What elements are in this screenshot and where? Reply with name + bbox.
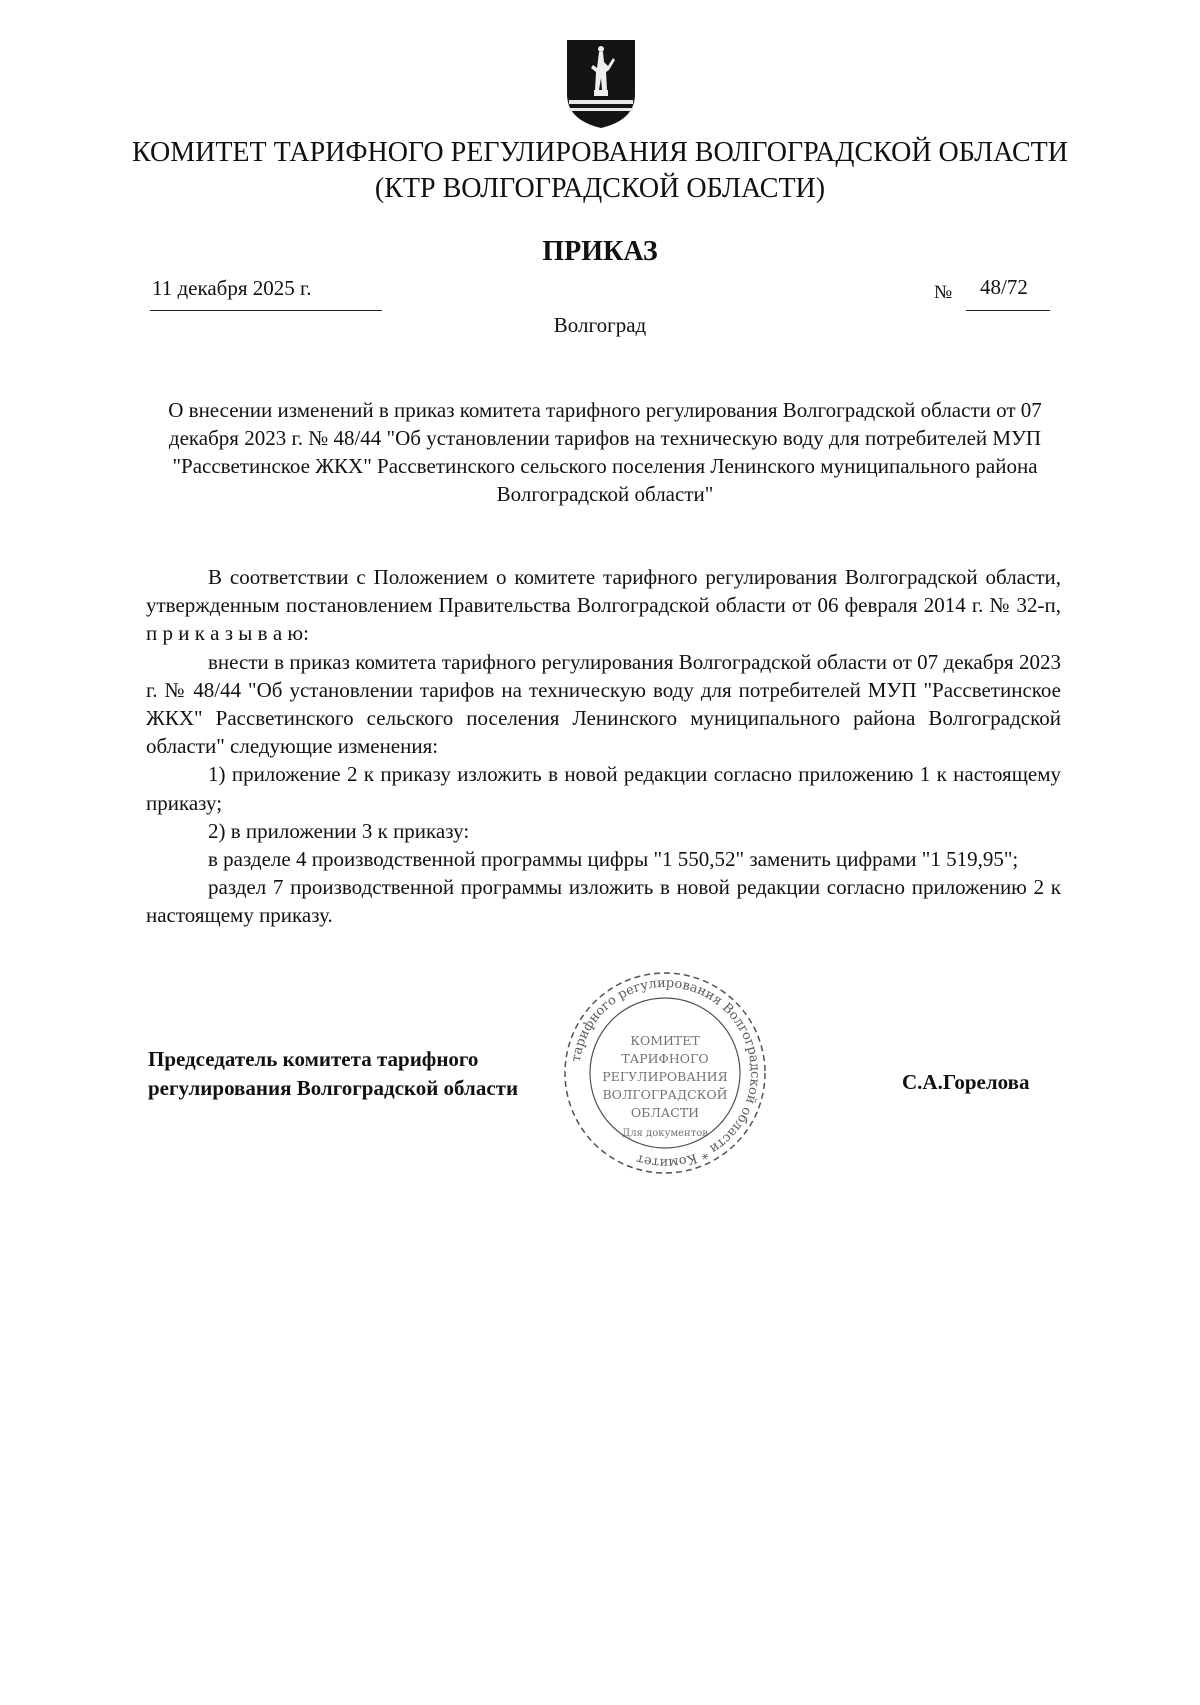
number-sign: № bbox=[934, 282, 953, 303]
body-paragraph-item-2a: в разделе 4 производственной программы цифры "1 550,52" заменить цифрами "1 519,95"; bbox=[208, 847, 1019, 872]
order-number: 48/72 bbox=[980, 275, 1028, 299]
organization-abbreviation: (КТР ВОЛГОГРАДСКОЙ ОБЛАСТИ) bbox=[374, 173, 826, 204]
order-body bbox=[146, 563, 1061, 930]
svg-text:ТАРИФНОГО: ТАРИФНОГО bbox=[621, 1051, 709, 1066]
svg-text:ОБЛАСТИ: ОБЛАСТИ bbox=[630, 1105, 700, 1120]
signatory-position-line-1: Председатель комитета тарифного bbox=[148, 1047, 479, 1071]
svg-text:РЕГУЛИРОВАНИЯ: РЕГУЛИРОВАНИЯ bbox=[602, 1069, 728, 1084]
organization-name: КОМИТЕТ ТАРИФНОГО РЕГУЛИРОВАНИЯ ВОЛГОГРАДСКОЙ ОБЛАСТИ bbox=[132, 137, 1068, 168]
signatory-position bbox=[148, 1045, 518, 1103]
body-paragraph-item-1: 1) приложение 2 к приказу изложить в новой редакции согласно приложению 1 к настоящему приказу; bbox=[146, 762, 1061, 815]
official-seal-stamp bbox=[560, 968, 770, 1178]
body-paragraph-item-2b: раздел 7 производственной программы изложить в новой редакции согласно приложению 2 к настоящему приказу. bbox=[146, 875, 1061, 928]
date-underline bbox=[150, 310, 382, 311]
body-paragraph-preamble: В соответствии с Положением о комитете тарифного регулирования Волгоградской области, утвержденным постановлением Правительства Волгоградской области от 06 февраля 2014 г. № 32-п, п р и к а з ы в а ю: bbox=[146, 565, 1061, 646]
svg-text:КОМИТЕТ: КОМИТЕТ bbox=[630, 1033, 700, 1048]
order-subject: О внесении изменений в приказ комитета тарифного регулирования Волгоградской области от 07 декабря 2023 г. № 48/44 "Об установлении тарифов на техническую воду для потребителей МУП "Рассветинское ЖКХ" Рассветинского сельского поселения Ленинского муниципального района Волгоградской области" bbox=[168, 398, 1042, 506]
body-paragraph-item-2: 2) в приложении 3 к приказу: bbox=[208, 818, 470, 843]
signatory-position-line-2: регулирования Волгоградской области bbox=[148, 1076, 519, 1100]
document-type-title: ПРИКАЗ bbox=[542, 236, 658, 267]
city: Волгоград bbox=[553, 313, 647, 337]
svg-text:ВОЛГОГРАДСКОЙ: ВОЛГОГРАДСКОЙ bbox=[602, 1087, 728, 1102]
number-underline bbox=[966, 310, 1050, 311]
order-date: 11 декабря 2025 г. bbox=[152, 276, 312, 300]
svg-text:тарифного регулирования Волгог: тарифного регулирования Волгоградской области * Комитет bbox=[568, 975, 763, 1171]
signatory-name: С.А.Горелова bbox=[902, 1070, 1030, 1094]
body-paragraph-directive: внести в приказ комитета тарифного регулирования Волгоградской области от 07 декабря 2023 г. № 48/44 "Об установлении тарифов на техническую воду для потребителей МУП "Рассветинское ЖКХ" Рассветинского сельского поселения Ленинского муниципального района Волгоградской области" следующие изменения: bbox=[146, 649, 1061, 759]
coat-of-arms-emblem bbox=[561, 38, 641, 130]
svg-text:Для документов: Для документов bbox=[622, 1128, 708, 1139]
